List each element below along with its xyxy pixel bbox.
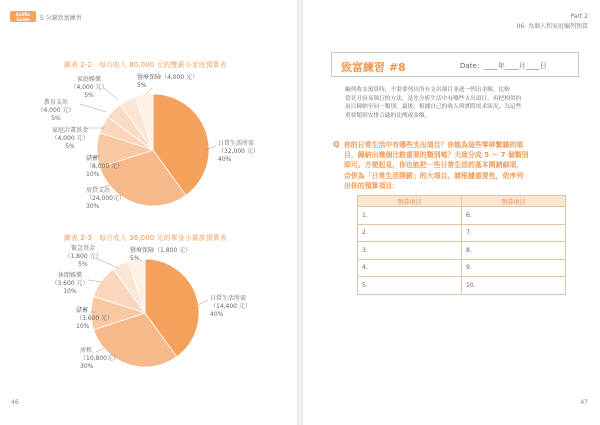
pie-slice-label: 醫療保險（4,000 元） 5%	[137, 74, 199, 89]
intro-line: 重要類別安排合適的比例或金額。	[345, 113, 431, 120]
pie-slice-label: 休閒娛樂（3,600 元） 10%	[51, 272, 89, 295]
question-line: 你的日常生活中有哪些支出項目？你能為這些零碎繁雜的項	[344, 141, 524, 149]
table-row	[358, 259, 566, 277]
question-mark-label: Q	[333, 140, 340, 149]
budget-items-table	[357, 195, 566, 295]
book-title: 5 分鐘致富練習	[40, 15, 82, 22]
budget-item-cell[interactable]: 6.	[462, 207, 566, 225]
pie-slice-label: 緊急基金（1,800 元） 5%	[64, 245, 102, 268]
pie-chart-2-3	[91, 259, 199, 367]
table-row	[358, 277, 566, 295]
pie-slice-label: 家庭計畫基金（4,000 元） 5%	[51, 127, 89, 150]
question-line: 即可。方便起見，你也能把一些日常生活的基本開銷細項，	[344, 161, 524, 170]
pie-slice-label: 日常生活所需（14,400 元） 40%	[210, 295, 251, 318]
leader-line	[80, 104, 106, 112]
intro-line: 項目歸納至同一類別。最後，根據自己的收入與實際需求狀況，為這些	[345, 104, 522, 111]
question-text	[344, 140, 584, 191]
table-row	[358, 224, 566, 242]
leader-line	[104, 88, 118, 100]
question-line: 合併為「日常生活開銷」的大項目。請根據重要性，依序列	[344, 171, 524, 180]
table-header-row	[358, 196, 566, 207]
table-row	[358, 207, 566, 225]
budget-item-cell[interactable]: 7.	[462, 224, 566, 242]
intro-paragraph	[345, 86, 575, 121]
question-line: 目，歸納出幾個比較重要的類別嗎？大致分成 5 ～ 7 個類別	[344, 151, 529, 160]
budget-item-cell[interactable]: 4.	[358, 259, 462, 277]
pie-slice-label: 日常生活所需（32,000 元） 40%	[218, 140, 259, 163]
leader-line	[146, 88, 152, 94]
leader-line	[96, 348, 104, 352]
budget-item-cell[interactable]: 8.	[462, 242, 566, 260]
chapter-label: 06. 為個人和家庭編列預算	[516, 23, 588, 30]
pie-slice-label: 家庭娛樂（4,000 元） 5%	[70, 76, 108, 99]
pie-slice-label: 醫療保險（1,800 元） 5%	[130, 247, 192, 262]
exercise-header-box	[331, 52, 579, 77]
pie-slice-label: 教育支出（4,000 元） 5%	[37, 99, 75, 122]
budget-item-cell[interactable]: 2.	[358, 224, 462, 242]
date-field[interactable]: Date：____年____月____日	[460, 62, 547, 70]
pie-charts	[0, 0, 297, 425]
question-line: 出你的預算項目：	[344, 181, 400, 190]
pie-slice-label: 儲蓄（8,000 元） 10%	[86, 155, 124, 178]
part-label: Part 2	[570, 13, 588, 20]
right-page	[303, 0, 600, 425]
left-page	[0, 0, 297, 425]
pie-slice-label: 儲蓄（3,600 元） 10%	[76, 307, 114, 330]
pie-slice-label: 房租（10,800元） 30%	[80, 347, 119, 370]
exercise-title: 致富練習 #8	[341, 61, 406, 74]
page-number-left: 46	[11, 399, 19, 406]
pie-chart-2-2	[97, 94, 209, 206]
budget-item-cell[interactable]: 3.	[358, 242, 462, 260]
table-row	[358, 242, 566, 260]
leader-line	[88, 280, 102, 282]
intro-line: 編列收支預算時，不需要列出所有支出細目並逐一列出金額。比較	[345, 87, 510, 93]
figure-2-2-title: 圖表 2-2 每月收入 80,000 元的雙薪小家庭預算表	[64, 61, 227, 69]
pie-slice-label: 房貸支出（24,000元） 30%	[86, 187, 125, 210]
budget-item-cell[interactable]: 10.	[462, 277, 566, 295]
page-number-right: 47	[580, 399, 588, 406]
table-header: 預算項目	[462, 196, 566, 207]
budget-item-cell[interactable]: 5.	[358, 277, 462, 295]
book-logo: Sniffle Guide	[10, 11, 36, 22]
figure-2-3-title: 圖表 2-3 每月收入 36,000 元的單身小資族預算表	[64, 234, 227, 242]
leader-line	[198, 300, 208, 305]
table-header: 預算項目	[358, 196, 462, 207]
leader-line	[96, 258, 118, 268]
budget-item-cell[interactable]: 9.	[462, 259, 566, 277]
budget-item-cell[interactable]: 1.	[358, 207, 462, 225]
intro-line: 常見且容易執行的方法，是先分析生活中有哪些支出項目，再把相似的	[345, 95, 522, 102]
